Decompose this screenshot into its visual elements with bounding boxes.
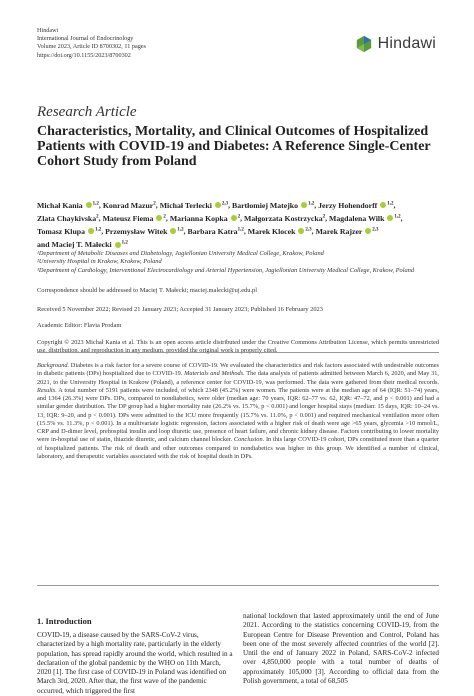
- author-name: [318, 201, 393, 210]
- author-name: [105, 227, 184, 236]
- orcid-icon[interactable]: [298, 228, 304, 234]
- journal-header: [37, 27, 146, 60]
- author-name-text: Barbara Katra: [187, 226, 238, 236]
- author-affiliation-marker: 2: [153, 201, 156, 206]
- author-name-text: Przemysław Witek: [105, 226, 168, 236]
- orcid-icon[interactable]: [380, 202, 386, 208]
- author-affiliation-marker: 1,2: [92, 201, 99, 206]
- orcid-icon[interactable]: [365, 228, 371, 234]
- abstract: [37, 362, 439, 461]
- author-affiliation-marker: 1,2: [237, 227, 244, 233]
- author-name: [329, 214, 401, 223]
- orcid-icon[interactable]: [156, 215, 162, 221]
- author-affiliation-marker: 1,2: [308, 201, 315, 206]
- author-name-text: Bartłomiej Matejko: [232, 200, 299, 210]
- author-name-text: and Maciej T. Małecki: [37, 240, 112, 250]
- author-name-text: Małgorzata Kostrzycka: [244, 213, 323, 223]
- author-name: [188, 227, 244, 236]
- author-name: [170, 214, 240, 223]
- article-type: Research Article: [37, 104, 137, 120]
- introduction-right-column: national lockdown that lasted approximately until the end of June 2021. According to the statistics concerning COVID-19, from the European Centre for Disease Prevention and Control, Poland has been one of the most severely affected countries of the world [2]. Until the end of January 2022 in Poland, SARS-CoV-2 infected over 4,850,000 people with a total number of deaths of approximately 105,000 [3]. According to official data from the Polish government, a total of 68,505: [243, 612, 439, 686]
- orcid-icon[interactable]: [88, 228, 94, 234]
- orcid-icon[interactable]: [215, 202, 221, 208]
- affiliations: [37, 250, 437, 275]
- abstract-conclusion-label: Conclusion.: [233, 436, 265, 444]
- affiliation-2: ²University Hospital in Krakow, Krakow, Poland: [37, 258, 162, 266]
- orcid-icon[interactable]: [231, 215, 237, 221]
- author-name-text: Mateusz Fiema: [102, 213, 154, 223]
- author-affiliation-marker: 2,3: [305, 227, 312, 233]
- author-affiliation-marker: 2: [237, 214, 241, 220]
- orcid-icon[interactable]: [387, 215, 393, 221]
- abstract-results-label: Results.: [37, 386, 57, 394]
- author-name-text: Marianna Kopka: [169, 213, 228, 223]
- author-name-text: Konrad Mazur: [102, 200, 154, 210]
- author-affiliation-marker: 2,3: [372, 227, 379, 233]
- author-name: [37, 201, 99, 210]
- publication-dates: Received 5 November 2022; Revised 21 January 2023; Accepted 31 January 2023; Published 16 February 2023: [37, 306, 323, 313]
- author-affiliation-marker: 2,3: [221, 201, 229, 206]
- abstract-methods-text: The data analysis of patients admitted between March 6, 2020, and May 31, 2021, to the University Hospital in Krakow (Poland), a reference center for COVID-19, was performed. The data were gathered from their medical records.: [37, 370, 440, 386]
- author-name-text: Jerzy Hohendorff: [318, 200, 378, 210]
- introduction-left-column: COVID-19, a disease caused by the SARS-CoV-2 virus, characterized by a high mortality rate, particularly in the elderly population, has spread rapidly around the world, which resulted in a declaration of the global pandemic by the WHO on 11th March, 2020 [1]. The first case of COVID-19 in Poland was identified on March 3rd, 2020. After that, the first wave of the pandemic occurred, which triggered the first: [37, 631, 233, 695]
- logo-text: Hindawi: [377, 35, 436, 52]
- author-affiliation-marker: 1,2: [94, 227, 102, 233]
- author-name: [232, 201, 314, 210]
- author-affiliation-marker: 1,2: [387, 201, 394, 206]
- author-name-text: Magdalena Wilk: [329, 213, 385, 223]
- author-name: [248, 227, 312, 236]
- author-affiliation-marker: 2: [322, 214, 326, 220]
- correspondence-note: Correspondence should be addressed to Maciej T. Małecki; maciej.malecki@uj.edu.pl: [37, 287, 258, 294]
- author-name-text: Michał Kania: [37, 200, 83, 210]
- abstract-conclusion-text: In this large COVID-19 cohort, DPs constituted more than a quarter of hospitalized patients. The risk of death and other outcomes compared to nondiabetics was higher in this group. We identified a number of clinical, laboratory, and therapeutic variables associated with the risk of hospital death in DPs.: [37, 436, 439, 460]
- author-name: [160, 201, 228, 210]
- copyright-notice: Copyright © 2023 Michał Kania et al. This is an open access article distributed under the Creative Commons Attribution License, which permits unrestricted use, distribution, and reproduction in any medium, provided the original work is properly cited.: [37, 339, 439, 355]
- author-name: [37, 227, 101, 236]
- section-heading-introduction: 1. Introduction: [37, 616, 92, 626]
- author-name: [316, 227, 379, 236]
- academic-editor: Academic Editor: Flavia Prodam: [37, 322, 122, 329]
- orcid-icon[interactable]: [301, 202, 307, 208]
- hindawi-logo-icon: [355, 35, 373, 53]
- author-affiliation-marker: 1,2: [177, 227, 184, 233]
- author-name: [103, 201, 156, 210]
- article-title: Characteristics, Mortality, and Clinical Outcomes of Hospitalized Patients with COVID-19 and Diabetes: A Reference Single-Center Cohort Study from Poland: [37, 124, 431, 169]
- author-affiliation-marker: 1,2: [394, 214, 401, 220]
- author-affiliation-marker: 2: [163, 214, 166, 220]
- author-name: [37, 214, 99, 223]
- abstract-methods-label: Materials and Methods.: [184, 370, 245, 378]
- orcid-icon[interactable]: [86, 202, 92, 208]
- author-name: [244, 214, 325, 223]
- author-name-text: Marek Klocek: [247, 226, 296, 236]
- author-name-text: Zlata Chaykivska: [37, 213, 97, 223]
- abstract-bottom-rule: [37, 585, 439, 586]
- author-name: [37, 240, 128, 249]
- abstract-results-text: A total number of 5191 patients were included, of which 2348 (45.2%) were women. The patients were at the median age of 64 (IQR: 51–74) years, and 1364 (26.3%) were DPs. DPs, compared to nondiabetics, were older (median age: 70 years, IQR: 62–77 vs. 62, IQR: 47–72, and p < 0.001) and had a similar gender distribution. The DP group had a higher mortality rate (26.2% vs. 15.7%, p < 0.001) and longer hospital stays (median: 15 days, IQR: 10–24 vs. 13, IQR: 9–20, and p < 0.001). DPs were admitted to the ICU more frequently (15.7% vs. 11.0%, p < 0.001) and required mechanical ventilation more often (15.5% vs. 11.3%, p < 0.001). In a multivariate logistic regression, factors associated with a higher risk of death were age >65 years, glycemia >10 mmol/L, CRP and D-dimer level, prehospital insulin and loop diuretic use, presence of heart failure, and chronic kidney disease. Factors contributing to lower mortality were in-hospital use of statin, thiazide diuretic, and calcium channel blocker.: [37, 386, 439, 444]
- author-name: [103, 214, 166, 223]
- author-name-text: Tomasz Klupa: [37, 226, 86, 236]
- affiliation-3: ³Department of Cardiology, Interventional Electrocardiology and Arterial Hypertension, Jagiellonian University Medical College, Krakow, Poland: [37, 266, 415, 274]
- abstract-top-rule: [37, 352, 439, 353]
- abstract-background-label: Background.: [37, 362, 70, 369]
- volume-line: Volume 2023, Article ID 8700302, 11 pages: [37, 43, 146, 51]
- journal-name: International Journal of Endocrinology: [37, 35, 134, 43]
- orcid-icon[interactable]: [115, 242, 121, 248]
- author-name-text: Michał Terlecki: [159, 200, 212, 210]
- author-list: Michał Kania $^{1,2}$, Konrad Mazur$^2$, Michał Terlecki $^{2,3}$, Bartłomiej Matejko $^{1,2}$, Jerzy Hohendorff $^{1,2}$, Zlata Chaykivska$^2$, Mateusz Fiema $^2$, Marianna Kopka $^2$, Małgorzata Kostrzycka$^2$, Magdalena Wilk $^{1,2}$, Tomasz Klupa $^{1,2}$, Przemysław Witek $^{1,2}$, Barbara Katra$^{1,2}$, Marek Klocek $^{2,3}$, Marek Rajzer $^{2,3}$ and Maciej T. Małecki $^{1,2}$: [37, 200, 403, 250]
- author-affiliation-marker: 1,2: [121, 240, 128, 246]
- abstract-background-text: Diabetes is a risk factor for a severe course of COVID-19. We evaluated the characteristics and risk factors associated with undesirable outcomes in diabetic patients (DPs) hospitalized due to COVID-19.: [37, 362, 439, 378]
- orcid-icon[interactable]: [170, 228, 176, 234]
- author-name-text: Marek Rajzer: [315, 226, 363, 236]
- doi-link[interactable]: https://doi.org/10.1155/2023/8700302: [37, 51, 131, 59]
- author-affiliation-marker: 2: [96, 214, 99, 220]
- publisher-logo: [355, 35, 436, 53]
- publisher-name: Hindawi: [37, 27, 59, 34]
- affiliation-1: ¹Department of Metabolic Diseases and Diabetology, Jagiellonian University Medical College, Krakow, Poland: [37, 250, 324, 257]
